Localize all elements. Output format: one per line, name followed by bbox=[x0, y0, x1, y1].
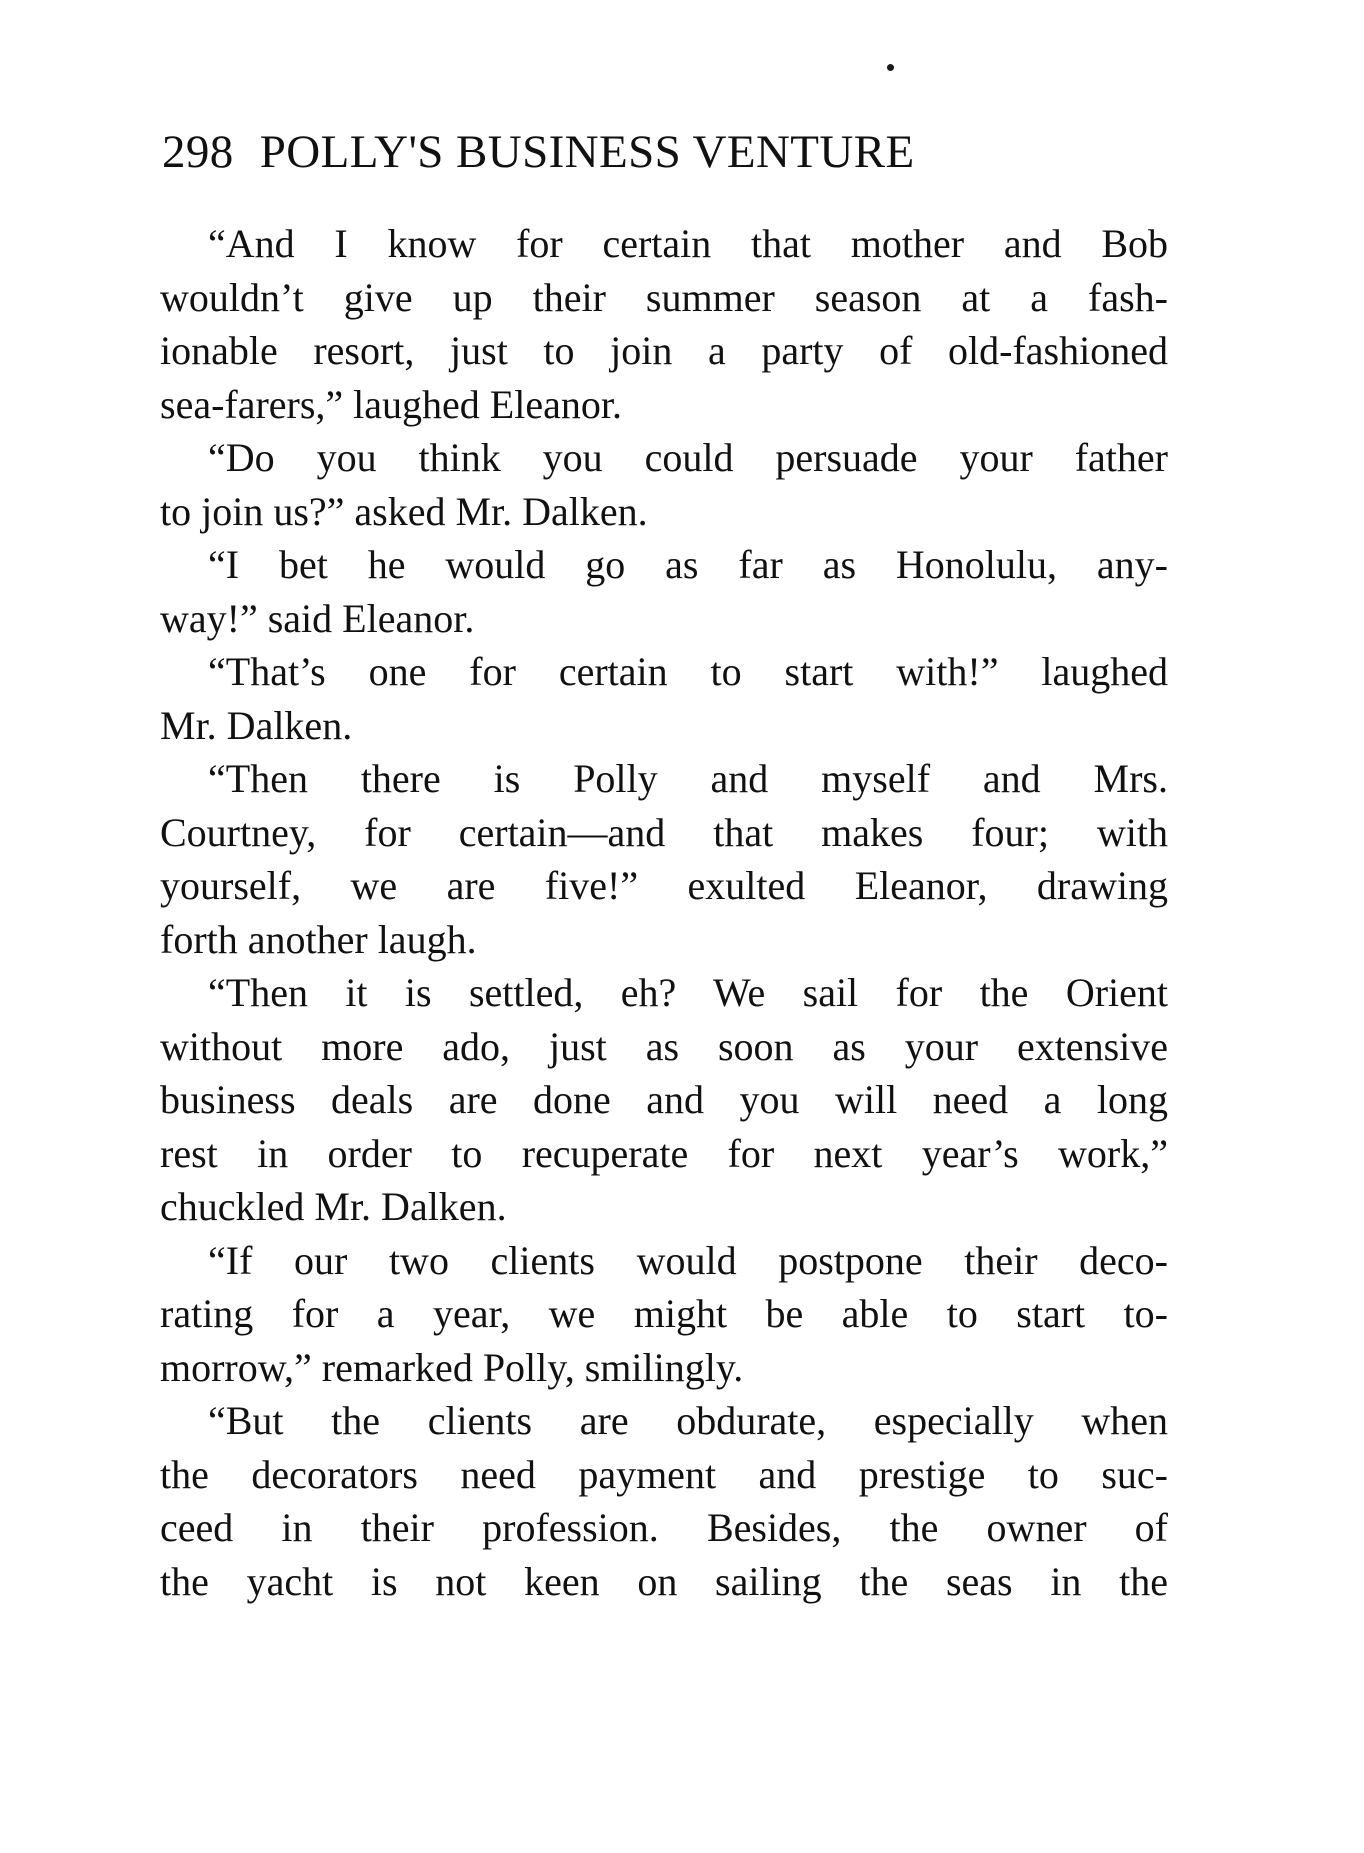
text-line: forth another laugh. bbox=[160, 916, 477, 962]
body-text bbox=[160, 217, 1168, 1608]
text-line: without more ado, just as soon as your extensive bbox=[160, 1023, 1168, 1069]
text-line: way!” said Eleanor. bbox=[160, 595, 475, 641]
text-line: the yacht is not keen on sailing the seas in the bbox=[160, 1558, 1168, 1604]
text-line: “That’s one for certain to start with!” laughed bbox=[208, 649, 1168, 694]
text-line: the decorators need payment and prestige to suc- bbox=[160, 1451, 1168, 1497]
text-line: “Do you think you could persuade your father bbox=[208, 435, 1168, 480]
text-line: yourself, we are five!” exulted Eleanor, drawing bbox=[160, 863, 1168, 908]
text-line: “And I know for certain that mother and Bob bbox=[208, 221, 1168, 266]
text-line: rating for a year, we might be able to start to- bbox=[160, 1291, 1168, 1336]
text-line: morrow,” remarked Polly, smilingly. bbox=[160, 1344, 744, 1390]
text-line: Mr. Dalken. bbox=[160, 702, 353, 748]
text-line: sea-farers,” laughed Eleanor. bbox=[160, 381, 622, 427]
text-line: to join us?” asked Mr. Dalken. bbox=[160, 488, 648, 534]
running-head bbox=[162, 122, 1162, 182]
text-line: ceed in their profession. Besides, the owner of bbox=[160, 1505, 1168, 1550]
book-title: POLLY'S BUSINESS VENTURE bbox=[259, 126, 915, 178]
text-line: “But the clients are obdurate, especially when bbox=[208, 1398, 1168, 1443]
text-line: wouldn’t give up their summer season at a fash- bbox=[160, 274, 1168, 320]
text-line: Courtney, for certain—and that makes four; with bbox=[160, 809, 1168, 855]
text-line: “If our two clients would postpone their deco- bbox=[208, 1237, 1168, 1283]
text-line: chuckled Mr. Dalken. bbox=[160, 1184, 507, 1229]
text-line: rest in order to recuperate for next year’s work,” bbox=[160, 1130, 1168, 1176]
text-line: “Then it is settled, eh? We sail for the Orient bbox=[208, 970, 1168, 1015]
text-line: “I bet he would go as far as Honolulu, any- bbox=[208, 542, 1168, 587]
text-line: “Then there is Polly and myself and Mrs. bbox=[208, 756, 1168, 801]
page-number: 298 bbox=[162, 126, 234, 178]
ink-speck bbox=[886, 63, 895, 72]
text-line: ionable resort, just to join a party of old-fashioned bbox=[160, 328, 1168, 373]
text-line: business deals are done and you will need a long bbox=[160, 1077, 1168, 1122]
